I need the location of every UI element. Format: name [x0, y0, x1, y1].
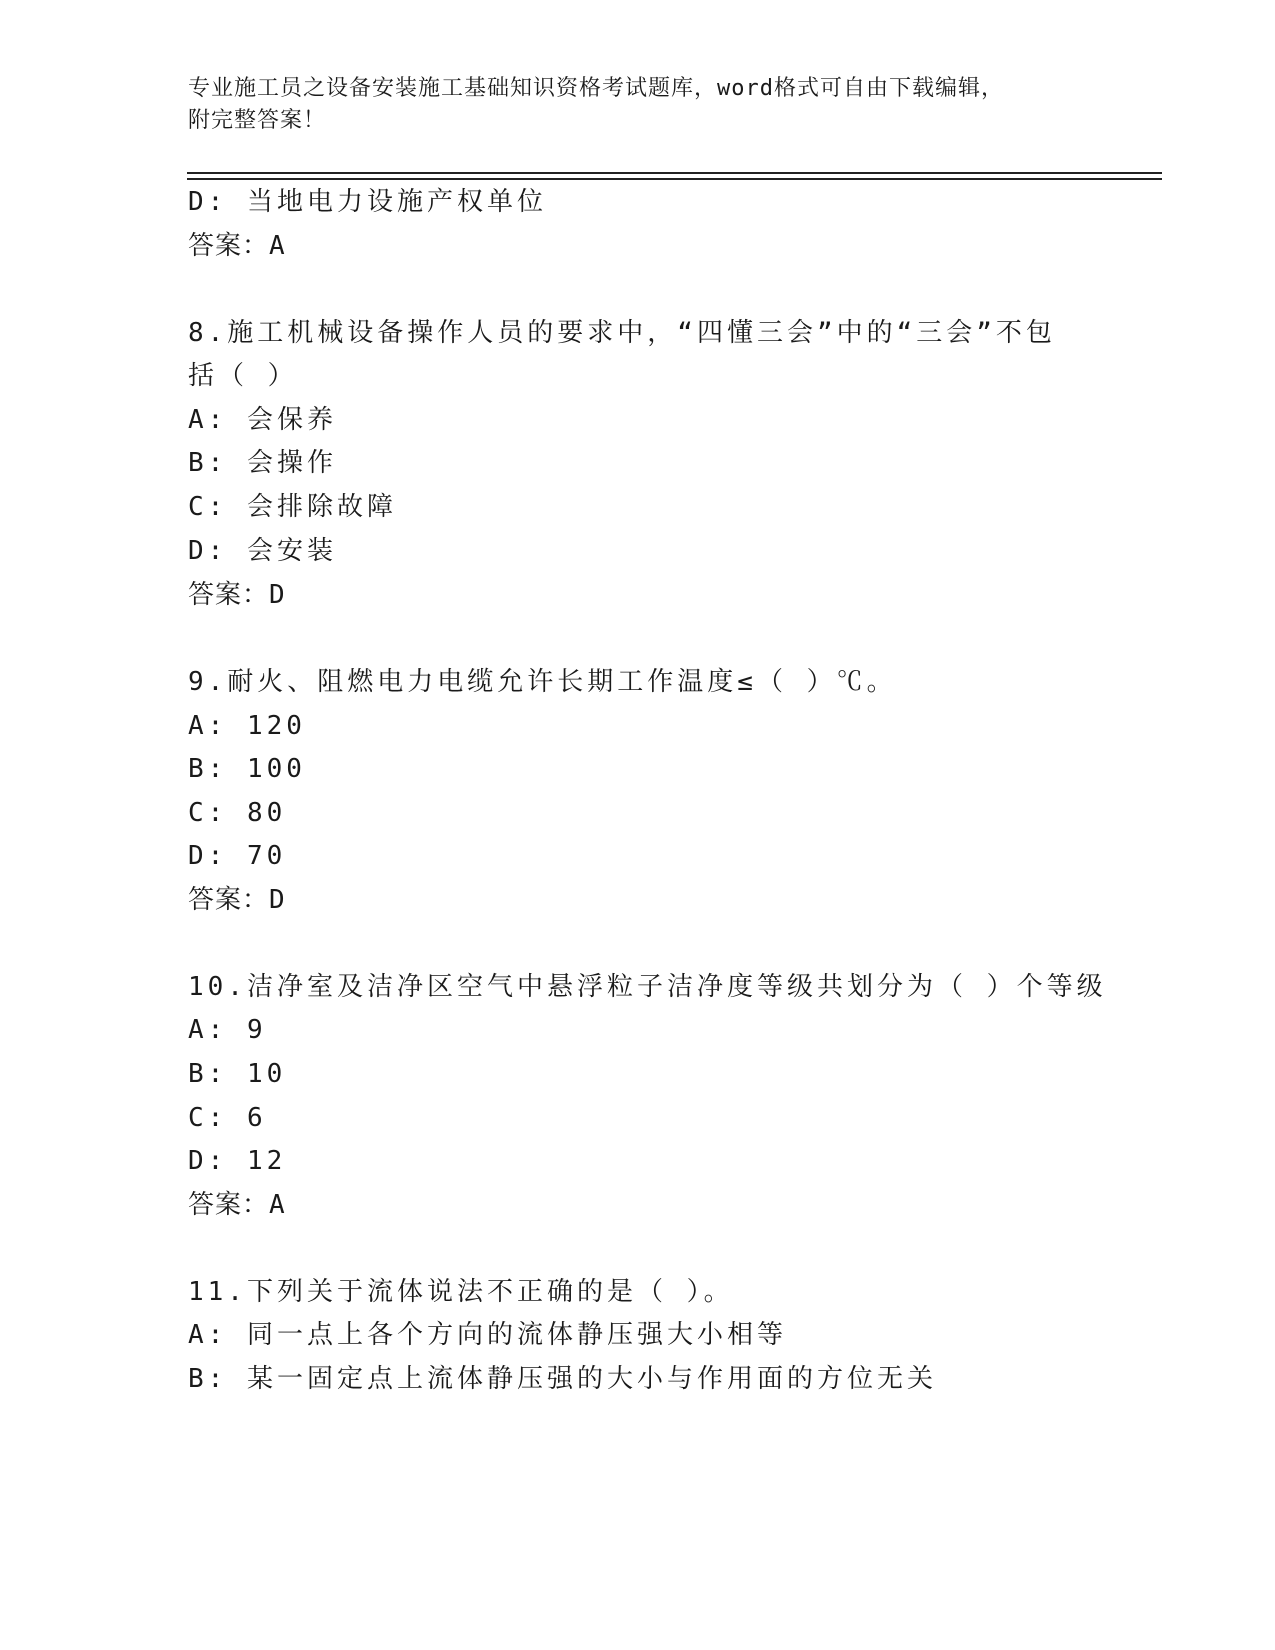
q9-option-b: B: 100 — [188, 754, 306, 784]
q10-answer: 答案：A — [188, 1190, 286, 1220]
q10-option-a: A: 9 — [188, 1015, 267, 1045]
q8-option-d: D: 会安装 — [188, 536, 337, 566]
q10-stem: 10.洁净室及洁净区空气中悬浮粒子洁净度等级共划分为（ ）个等级 — [188, 972, 1107, 1002]
q11-stem: 11.下列关于流体说法不正确的是（ ）。 — [188, 1277, 734, 1307]
q9-option-a: A: 120 — [188, 711, 306, 741]
q11-option-b: B: 某一固定点上流体静压强的大小与作用面的方位无关 — [188, 1364, 937, 1394]
q8-stem-line-1: 8.施工机械设备操作人员的要求中，“四懂三会”中的“三会”不包 — [188, 318, 1056, 348]
header-line-1: 专业施工员之设备安装施工基础知识资格考试题库，word格式可自由下载编辑， — [188, 76, 1004, 101]
q10-option-c: C: 6 — [188, 1103, 267, 1133]
q9-stem: 9.耐火、阻燃电力电缆允许长期工作温度≤（ ）℃。 — [188, 667, 897, 697]
q10-option-b: B: 10 — [188, 1059, 287, 1089]
q8-option-b: B: 会操作 — [188, 448, 337, 478]
header-line-2: 附完整答案！ — [188, 108, 327, 133]
header-divider-bottom — [187, 178, 1162, 180]
q8-option-c: C: 会排除故障 — [188, 492, 397, 522]
q8-stem-line-2: 括（ ） — [188, 361, 298, 391]
q7-option-d: D: 当地电力设施产权单位 — [188, 187, 547, 217]
q9-answer: 答案：D — [188, 885, 286, 915]
q8-answer: 答案：D — [188, 580, 286, 610]
q10-option-d: D: 12 — [188, 1146, 287, 1176]
q7-answer: 答案：A — [188, 231, 286, 261]
q9-option-c: C: 80 — [188, 798, 287, 828]
q9-option-d: D: 70 — [188, 841, 287, 871]
q8-option-a: A: 会保养 — [188, 405, 337, 435]
q11-option-a: A: 同一点上各个方向的流体静压强大小相等 — [188, 1320, 787, 1350]
header-divider-top — [187, 172, 1162, 174]
